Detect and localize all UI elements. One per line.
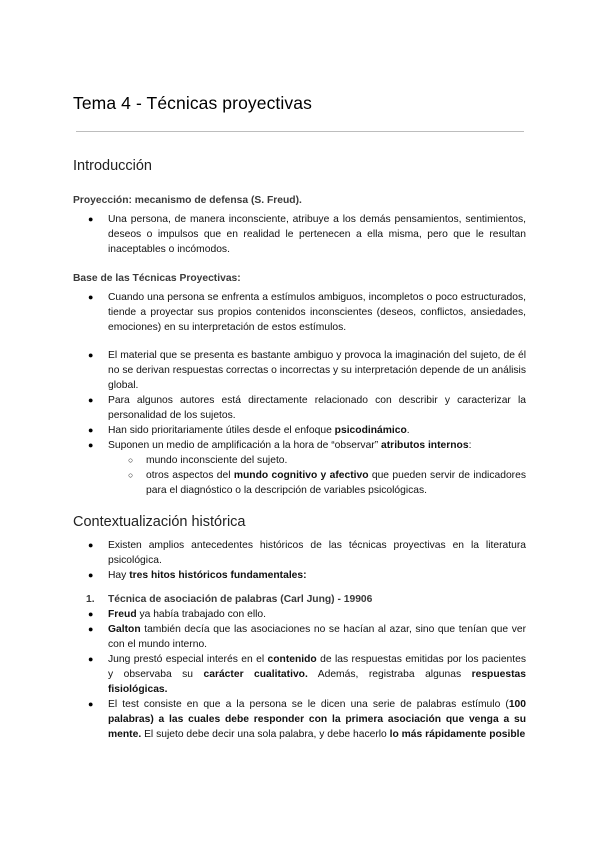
bullet-icon: ● <box>88 699 94 709</box>
bold-text: Freud <box>108 609 137 620</box>
list-item <box>108 607 526 622</box>
bold-text: carácter cualitativo. <box>203 669 308 680</box>
list-item <box>108 568 526 583</box>
text: Además, registraba algunas <box>307 669 472 680</box>
text: ya había trabajado con ello. <box>136 609 266 620</box>
bullet-icon: ● <box>88 350 94 360</box>
bullet-icon: ● <box>88 609 94 619</box>
page-title: Tema 4 - Técnicas proyectivas <box>73 93 312 113</box>
text: de las respuestas emitidas por los pacientes y observaba su <box>108 654 527 680</box>
bullet-icon: ● <box>88 292 94 302</box>
bold-text: Galton <box>108 624 141 635</box>
text: : <box>468 440 472 451</box>
bullet-icon: ● <box>88 395 94 405</box>
text: . <box>406 425 410 436</box>
section-heading-contextualizacion: Contextualización histórica <box>73 514 246 530</box>
bold-text: respuestas fisiológicas. <box>108 669 526 695</box>
text: El test consiste en que a la persona se le dicen una serie de palabras estímulo ( <box>108 699 509 710</box>
section-heading-introduccion: Introducción <box>73 158 152 174</box>
bullet-icon: ● <box>88 570 94 580</box>
text: que pueden servir de indicadores para el diagnóstico o la descripción de variables psicológicas. <box>146 470 526 496</box>
proyeccion-label: Proyección: mecanismo de defensa (S. Freud). <box>73 195 302 206</box>
list-item <box>108 438 526 453</box>
list-item: Existen amplios antecedentes históricos de las técnicas proyectivas en la literatura psicológica. <box>108 540 526 566</box>
text: El sujeto debe decir una sola palabra, y debe hacerlo <box>141 729 390 740</box>
bold-text: contenido <box>267 654 317 665</box>
base-label: Base de las Técnicas Proyectivas: <box>73 273 241 284</box>
text: Han sido prioritariamente útiles desde el enfoque <box>108 425 335 436</box>
list-item <box>108 652 526 697</box>
list-item: El material que se presenta es bastante ambiguo y provoca la imaginación del sujeto, de él no se derivan respuestas correctas o incorrectas y su interpretación depende de un análisis global. <box>108 350 526 391</box>
list-item <box>108 423 526 438</box>
bullet-icon: ● <box>88 440 94 450</box>
text: otros aspectos del <box>146 470 234 481</box>
list-item: Para algunos autores está directamente relacionado con describir y caracterizar la personalidad de los sujetos. <box>108 395 526 421</box>
circle-bullet-icon: ○ <box>128 455 134 465</box>
text: Jung prestó especial interés en el <box>108 654 268 665</box>
list-item <box>108 622 526 652</box>
bullet-icon: ● <box>88 214 94 224</box>
bullet-icon: ● <box>88 624 94 634</box>
bold-text: tres hitos históricos fundamentales: <box>129 570 307 581</box>
text: Hay <box>108 570 130 581</box>
bold-text: mundo cognitivo y afectivo <box>233 470 369 481</box>
list-item: Cuando una persona se enfrenta a estímulos ambiguos, incompletos o poco estructurados, tiende a proyectar sus propios contenidos inconscientes (deseos, conflictos, ansiedades, emociones) en su interpretación de estos estímulos. <box>108 292 526 333</box>
bullet-icon: ● <box>88 654 94 664</box>
list-item <box>108 697 526 742</box>
sub-list-item <box>146 468 526 498</box>
text: Suponen un medio de amplificación a la hora de “observar” <box>108 440 382 451</box>
list-item: Una persona, de manera inconsciente, atribuye a los demás pensamientos, sentimientos, deseos o impulsos que en realidad le pertenecen a ella misma, pero que le resultan inaceptables o incómodos. <box>108 214 526 255</box>
bold-text: 100 palabras) a las cuales debe responder con la primera asociación que venga a su mente. <box>108 699 526 740</box>
bullet-icon: ● <box>88 540 94 550</box>
horizontal-divider <box>76 131 524 132</box>
bold-text: lo más rápidamente posible <box>389 729 526 740</box>
numbered-marker: 1. <box>86 594 95 605</box>
text: también decía que las asociaciones no se hacían al azar, sino que tenían que ver con el mundo interno. <box>108 624 526 650</box>
numbered-heading: Técnica de asociación de palabras (Carl Jung) - 19906 <box>108 594 373 605</box>
bold-text: atributos internos <box>381 440 469 451</box>
bold-text: psicodinámico <box>334 425 407 436</box>
bullet-icon: ● <box>88 425 94 435</box>
circle-bullet-icon: ○ <box>128 470 134 480</box>
sub-list-item: mundo inconsciente del sujeto. <box>146 455 288 466</box>
